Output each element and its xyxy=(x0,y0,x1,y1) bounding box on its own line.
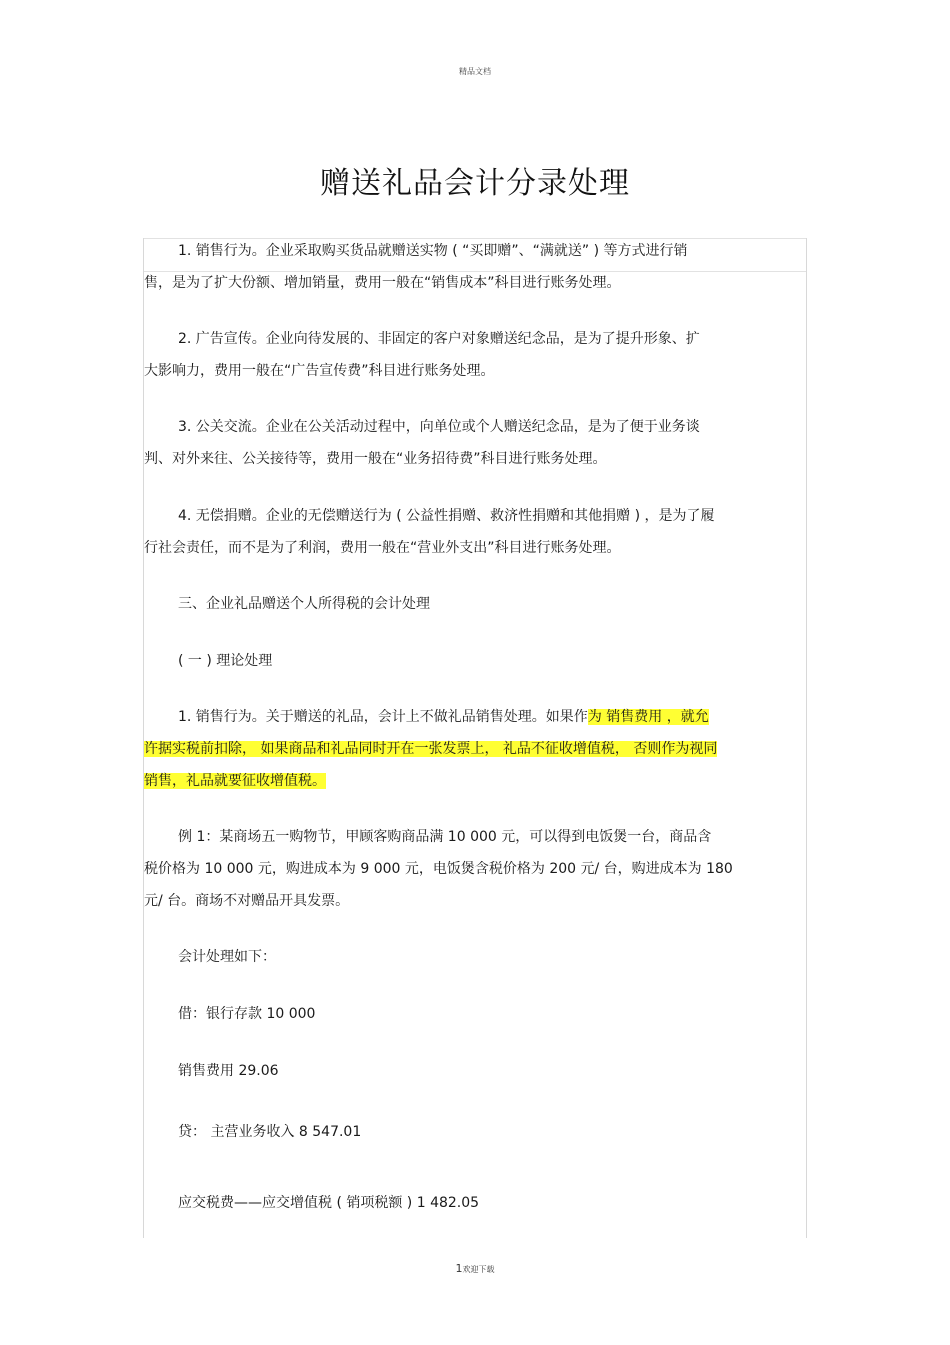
section-heading: 三、企业礼品赠送个人所得税的会计处理 xyxy=(178,596,430,612)
page-header: 精品文档 xyxy=(459,67,491,76)
frame-border xyxy=(143,238,144,1238)
entry-sales-expense: 销售费用 29.06 xyxy=(178,1063,279,1079)
page-number: 1 xyxy=(455,1262,463,1275)
frame-border xyxy=(143,271,807,272)
paragraph-2-line-1: 2. 广告宣传。企业向待发展的、非固定的客户对象赠送纪念品，是为了提升形象、扩 xyxy=(178,331,700,347)
entry-debit-bank: 借：银行存款 10 000 xyxy=(178,1006,316,1022)
paragraph-1-line-1: 1. 销售行为。企业采取购买货品就赠送实物 ( “买即赠”、“满就送” ) 等方式进行销 xyxy=(178,243,688,259)
entry-credit-revenue: 贷： 主营业务收入 8 547.01 xyxy=(178,1124,362,1140)
footer-text: 欢迎下载 xyxy=(462,1265,495,1274)
example-line-1: 例 1：某商场五一购物节，甲顾客购商品满 10 000 元，可以得到电饭煲一台，商品含 xyxy=(178,829,712,845)
paragraph-1-line-2: 售，是为了扩大份额、增加销量，费用一般在“销售成本”科目进行账务处理。 xyxy=(144,275,621,291)
paragraph-5-line-1 xyxy=(178,707,709,727)
example-line-3: 元/ 台。商场不对赠品开具发票。 xyxy=(144,893,350,909)
highlighted-text: 为 销售费用 ，就允 xyxy=(587,709,709,725)
paragraph-2-line-2: 大影响力，费用一般在“广告宣传费”科目进行账务处理。 xyxy=(144,363,495,379)
document-title: 赠送礼品会计分录处理 xyxy=(320,166,630,201)
entry-vat: 应交税费——应交增值税 ( 销项税额 ) 1 482.05 xyxy=(178,1195,480,1211)
paragraph-3-line-1: 3. 公关交流。企业在公关活动过程中，向单位或个人赠送纪念品，是为了便于业务谈 xyxy=(178,419,700,435)
paragraph-4-line-1: 4. 无偿捐赠。企业的无偿赠送行为 ( 公益性捐赠、救济性捐赠和其他捐赠 ) ，是为了履 xyxy=(178,508,715,524)
example-line-2: 税价格为 10 000 元，购进成本为 9 000 元，电饭煲含税价格为 200 元/ 台，购进成本为 180 xyxy=(144,861,733,877)
page-footer xyxy=(0,1262,950,1275)
paragraph-5-line-2 xyxy=(144,739,717,759)
subsection-heading: ( 一 ) 理论处理 xyxy=(178,653,273,669)
highlighted-text: 销售，礼品就要征收增值税。 xyxy=(144,773,326,789)
paragraph-3-line-2: 判、对外来往、公关接待等，费用一般在“业务招待费”科目进行账务处理。 xyxy=(144,451,607,467)
paragraph-4-line-2: 行社会责任，而不是为了利润，费用一般在“营业外支出”科目进行账务处理。 xyxy=(144,540,621,556)
accounting-intro: 会计处理如下： xyxy=(178,949,276,965)
highlighted-text: 许据实税前扣除， 如果商品和礼品同时开在一张发票上， 礼品不征收增值税， 否则作为视同 xyxy=(144,741,718,757)
paragraph-5-text: 1. 销售行为。关于赠送的礼品，会计上不做礼品销售处理。如果作 xyxy=(178,709,588,725)
frame-border xyxy=(143,238,807,239)
paragraph-5-line-3 xyxy=(144,771,326,791)
frame-border xyxy=(806,238,807,1238)
